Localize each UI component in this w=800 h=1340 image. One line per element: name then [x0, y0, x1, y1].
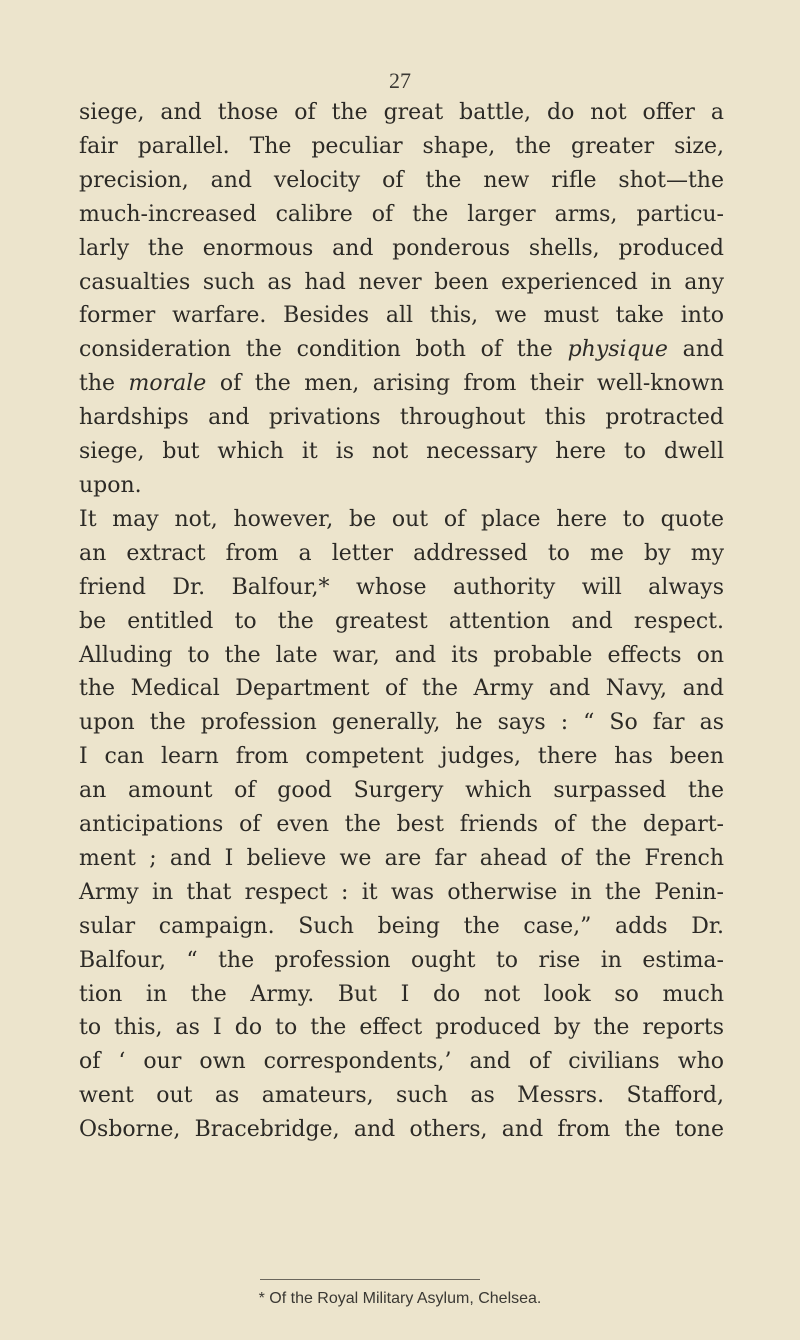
text-line: precision, and velocity of the new rifle shot—the — [79, 167, 724, 193]
text-line: much-increased calibre of the larger arms, particu- — [79, 201, 724, 227]
text-line: siege, and those of the great battle, do not offer a — [79, 100, 724, 125]
text-line: an amount of good Surgery which surpassed the — [79, 778, 724, 804]
text-line — [79, 367, 724, 401]
text-line: anticipations of even the best friends of the depart- — [79, 812, 724, 838]
text-fragment: the — [79, 371, 129, 397]
text-line: upon. — [79, 472, 142, 498]
text-line: fair parallel. The peculiar shape, the greater size, — [79, 133, 724, 159]
text-line: larly the enormous and ponderous shells, produced — [79, 235, 724, 261]
text-line: upon the profession generally, he says : “ So far as — [79, 710, 724, 736]
text-line: Alluding to the late war, and its probable effects on — [79, 642, 724, 668]
text-line: hardships and privations throughout this protracted — [79, 405, 724, 431]
text-line: I can learn from competent judges, there has been — [79, 744, 724, 770]
text-line: Balfour, “ the profession ought to rise in estima- — [79, 947, 724, 973]
text-line: of ‘ our own correspondents,’ and of civilians who — [79, 1049, 724, 1075]
text-line: Osborne, Bracebridge, and others, and from the tone — [79, 1117, 724, 1143]
text-line: the Medical Department of the Army and Navy, and — [79, 676, 724, 702]
text-line: ment ; and I believe we are far ahead of the French — [79, 845, 724, 871]
text-line: friend Dr. Balfour,* whose authority will always — [79, 574, 724, 600]
page-number: 27 — [389, 68, 411, 93]
text-line: sular campaign. Such being the case,” adds Dr. — [79, 913, 724, 939]
text-line: tion in the Army. But I do not look so much — [79, 981, 724, 1007]
italic-term-morale: morale — [128, 371, 207, 397]
text-line: casualties such as had never been experienced in any — [79, 269, 724, 295]
text-line: It may not, however, be out of place here to quote — [79, 506, 724, 532]
text-fragment: and — [667, 337, 724, 363]
italic-term-physique: physique — [567, 337, 668, 363]
text-line: former warfare. Besides all this, we must take into — [79, 303, 724, 329]
text-line: Army in that respect : it was otherwise in the Penin- — [79, 879, 724, 905]
body-text — [79, 96, 724, 1147]
text-fragment: consideration the condition both of the — [79, 337, 568, 363]
text-line: siege, but which it is not necessary here to dwell — [79, 439, 724, 465]
text-line: to this, as I do to the effect produced by the reports — [79, 1015, 724, 1041]
footnote-rule — [260, 1279, 480, 1280]
text-line: be entitled to the greatest attention and respect. — [79, 608, 724, 634]
text-fragment: of the men, arising from their well-known — [206, 371, 724, 397]
text-line — [79, 333, 724, 367]
footnote: * Of the Royal Military Asylum, Chelsea. — [258, 1290, 542, 1307]
text-line: went out as amateurs, such as Messrs. Stafford, — [79, 1083, 724, 1109]
text-line: an extract from a letter addressed to me by my — [79, 540, 724, 566]
